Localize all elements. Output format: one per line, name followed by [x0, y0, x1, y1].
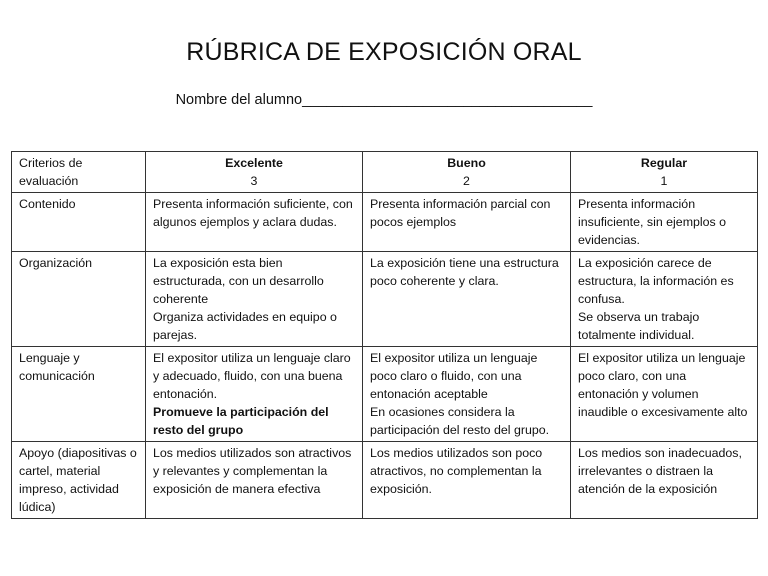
descriptor-cell: [146, 252, 363, 347]
descriptor-text: Los medios utilizados son poco atractivos, no complementan la exposición.: [370, 446, 543, 496]
descriptor-text: La exposición carece de estructura, la información es confusa.: [578, 256, 734, 306]
descriptor-text: Organiza actividades en equipo o parejas.: [153, 310, 337, 342]
descriptor-text: El expositor utiliza un lenguaje poco claro o fluido, con una entonación aceptable: [370, 351, 538, 401]
level-header-regular: [571, 152, 758, 193]
criterion-cell: Organización: [12, 252, 146, 347]
criteria-header: Criterios de evaluación: [12, 152, 146, 193]
descriptor-text: Los medios utilizados son atractivos y relevantes y complementan la exposición de manera efectiva: [153, 446, 352, 496]
descriptor-text: La exposición tiene una estructura poco coherente y clara.: [370, 256, 559, 288]
level-score: 3: [250, 174, 258, 188]
descriptor-cell: [571, 193, 758, 252]
table-row: [12, 442, 758, 519]
table-row: [12, 252, 758, 347]
level-name: Regular: [640, 156, 688, 170]
descriptor-cell: [146, 347, 363, 442]
level-score: 1: [660, 174, 668, 188]
descriptor-text: La exposición esta bien estructurada, con un desarrollo coherente: [153, 256, 324, 306]
document-title: RÚBRICA DE EXPOSICIÓN ORAL: [186, 38, 582, 66]
descriptor-cell: [146, 193, 363, 252]
criterion-cell: Apoyo (diapositivas o cartel, material impreso, actividad lúdica): [12, 442, 146, 519]
descriptor-cell: [571, 252, 758, 347]
descriptor-cell: [363, 347, 571, 442]
table-row: [12, 347, 758, 442]
descriptor-cell: [363, 193, 571, 252]
descriptor-text: En ocasiones considera la participación del resto del grupo.: [370, 405, 550, 437]
rubric-body: [12, 193, 758, 519]
rubric-table: [11, 151, 758, 519]
descriptor-text-bold: Promueve la participación del resto del grupo: [153, 405, 329, 437]
table-row: [12, 193, 758, 252]
descriptor-cell: [571, 442, 758, 519]
rubric-header-row: [12, 152, 758, 193]
descriptor-text: El expositor utiliza un lenguaje poco claro, con una entonación y volumen inaudible o excesivamente alto: [578, 351, 748, 419]
level-score: 2: [463, 174, 470, 188]
level-header-bueno: [363, 152, 571, 193]
descriptor-text: Se observa un trabajo totalmente individual.: [578, 310, 700, 342]
level-name: Excelente: [225, 156, 283, 170]
level-header-excelente: [146, 152, 363, 193]
criterion-cell: Lenguaje y comunicación: [12, 347, 146, 442]
descriptor-text: Presenta información suficiente, con algunos ejemplos y aclara dudas.: [153, 197, 353, 229]
descriptor-cell: [363, 252, 571, 347]
descriptor-cell: [146, 442, 363, 519]
descriptor-cell: [363, 442, 571, 519]
descriptor-text: Presenta información parcial con pocos ejemplos: [370, 197, 551, 229]
descriptor-text: Los medios son inadecuados, irrelevantes o distraen la atención de la exposición: [578, 446, 742, 496]
descriptor-text: El expositor utiliza un lenguaje claro y adecuado, fluido, con una buena entonación.: [153, 351, 351, 401]
descriptor-cell: [571, 347, 758, 442]
student-name-line: Nombre del alumno____________________________________: [175, 92, 593, 108]
level-name: Bueno: [447, 156, 486, 170]
descriptor-text: Presenta información insuficiente, sin ejemplos o evidencias.: [578, 197, 727, 247]
criterion-cell: Contenido: [12, 193, 146, 252]
